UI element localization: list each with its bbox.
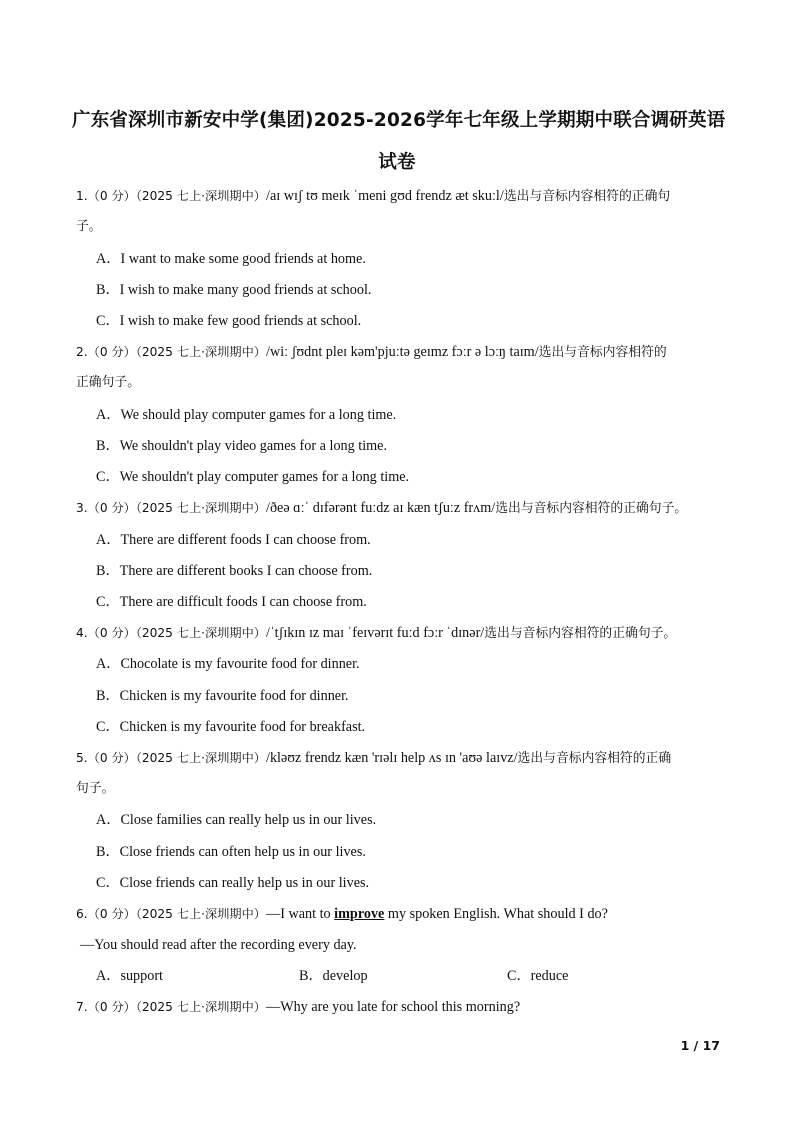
question-stem-after: my spoken English. What should I do? [384, 906, 608, 922]
question-number: 7. [76, 1000, 88, 1014]
option-2a: A．We should play computer games for a long time. [96, 407, 397, 423]
question-number: 5. [76, 751, 88, 765]
option-3a: A．There are different foods I can choose from. [96, 532, 371, 548]
option-5a: A．Close families can really help us in our lives. [96, 812, 377, 828]
question-meta: （0 分）（2025 七上·深圳期中） [87, 751, 266, 765]
question-1-instruction-cont: 子。 [76, 219, 102, 234]
question-stem: /kləʊz frendz kæn 'rɪəlɪ help ʌs ɪn 'aʊə laɪvz/ [266, 750, 518, 766]
question-5-instruction-cont: 句子。 [76, 781, 115, 796]
option-1c: C．I wish to make few good friends at school. [96, 313, 362, 329]
question-meta: （0 分）（2025 七上·深圳期中） [87, 189, 266, 203]
option-1b: B．I wish to make many good friends at school. [96, 282, 372, 298]
question-7 [76, 998, 520, 1016]
question-instruction: 选出与音标内容相符的正确 [517, 751, 672, 766]
question-instruction: 选出与音标内容相符的正确句 [503, 189, 671, 204]
question-meta: （0 分）（2025 七上·深圳期中） [87, 907, 266, 921]
question-number: 1. [76, 189, 88, 203]
option-3b: B．There are different books I can choose from. [96, 563, 373, 579]
question-meta: （0 分）（2025 七上·深圳期中） [87, 626, 266, 640]
option-6c: C．reduce [507, 968, 569, 984]
option-5b: B．Close friends can often help us in our lives. [96, 844, 366, 860]
question-4 [76, 624, 676, 643]
question-stem: /ˈtʃɪkɪn ɪz maɪ ˈfeɪvərɪt fuːd fɔːr ˈdɪnər/ [266, 625, 485, 641]
question-number: 6. [76, 907, 88, 921]
question-instruction: 选出与音标内容相符的 [538, 345, 667, 360]
option-5c: C．Close friends can really help us in our lives. [96, 875, 370, 891]
option-2b: B．We shouldn't play video games for a long time. [96, 438, 388, 454]
question-2 [76, 343, 667, 362]
option-4c: C．Chicken is my favourite food for breakfast. [96, 719, 366, 735]
question-meta: （0 分）（2025 七上·深圳期中） [87, 345, 266, 359]
question-meta: （0 分）（2025 七上·深圳期中） [87, 501, 266, 515]
question-stem: /ðeə ɑːˈ dɪfərənt fuːdz aɪ kæn tʃuːz frʌm/ [266, 500, 496, 516]
question-number: 3. [76, 501, 88, 515]
option-3c: C．There are difficult foods I can choose from. [96, 594, 367, 610]
option-4b: B．Chicken is my favourite food for dinner. [96, 688, 349, 704]
question-number: 4. [76, 626, 88, 640]
option-6b: B．develop [299, 968, 368, 984]
question-meta: （0 分）（2025 七上·深圳期中） [87, 1000, 266, 1014]
question-3 [76, 499, 687, 518]
question-number: 2. [76, 345, 88, 359]
question-stem: /wiː ʃʊdnt pleɪ kəm'pjuːtə geɪmz fɔːr ə lɔːŋ taɪm/ [266, 344, 539, 360]
question-stem-before: —I want to [266, 906, 335, 922]
page-number: 1 / 17 [680, 1038, 720, 1053]
question-5 [76, 749, 671, 768]
option-4a: A．Chocolate is my favourite food for dinner. [96, 656, 360, 672]
underlined-word: improve [334, 906, 385, 922]
question-1 [76, 187, 670, 206]
option-6a: A．support [96, 968, 163, 984]
option-2c: C．We shouldn't play computer games for a long time. [96, 469, 410, 485]
question-2-instruction-cont: 正确句子。 [76, 375, 140, 390]
question-stem: —Why are you late for school this morning? [266, 999, 521, 1015]
question-stem: /aɪ wɪʃ tʊ meɪk ˈmeni gʊd frendz æt skuːl/ [266, 188, 504, 204]
exam-title-line1: 广东省深圳市新安中学(集团)2025-2026学年七年级上学期期中联合调研英语 [72, 110, 726, 131]
question-instruction: 选出与音标内容相符的正确句子。 [495, 501, 688, 516]
question-6 [76, 905, 608, 923]
exam-title-line2: 试卷 [378, 152, 416, 173]
option-1a: A．I want to make some good friends at home. [96, 251, 366, 267]
question-instruction: 选出与音标内容相符的正确句子。 [484, 626, 677, 641]
question-6-reply: —You should read after the recording every day. [80, 937, 357, 953]
